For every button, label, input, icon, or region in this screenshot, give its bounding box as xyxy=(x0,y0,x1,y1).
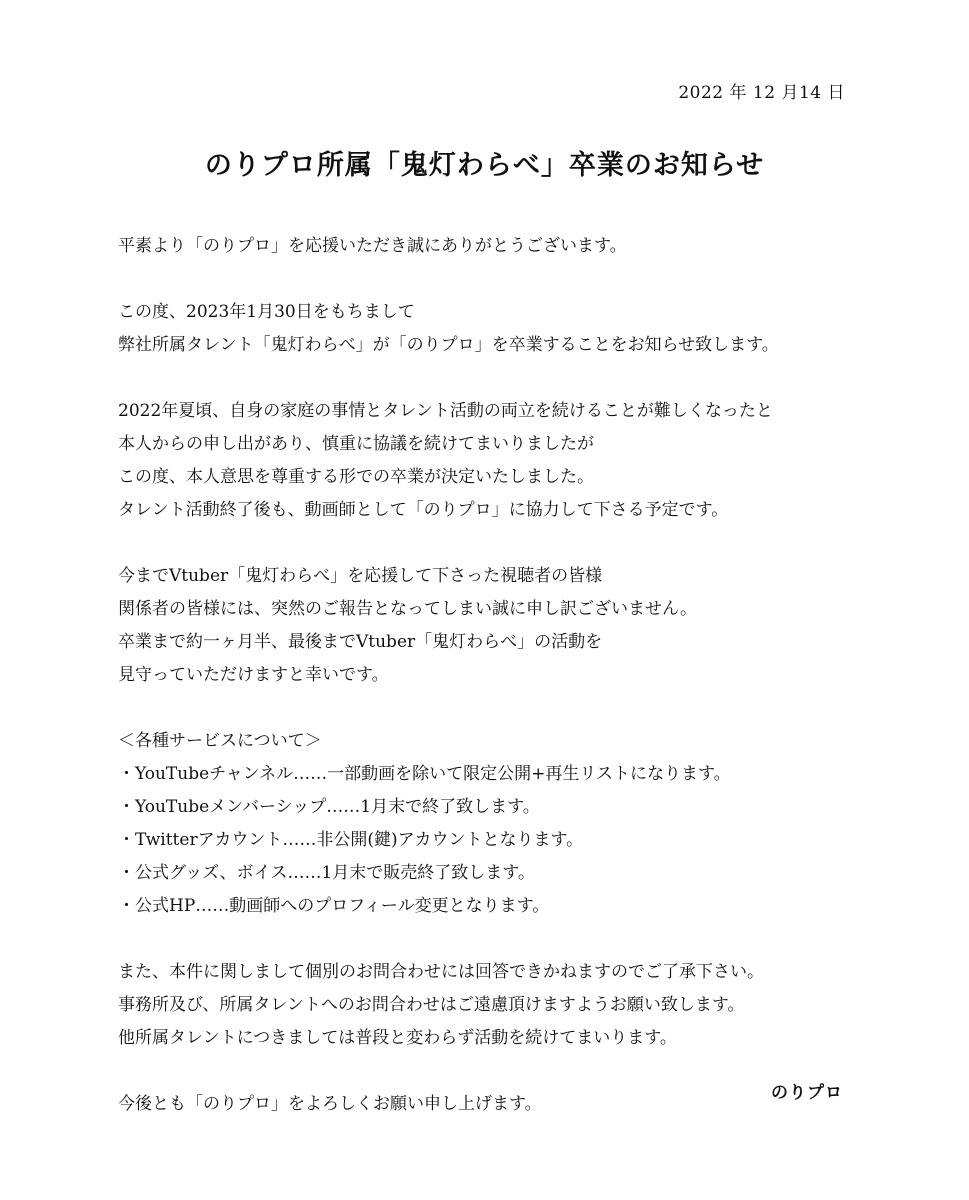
service-item: ・Twitterアカウント……非公開(鍵)アカウントとなります。 xyxy=(118,830,584,850)
text-line: 見守っていただけますと幸いです。 xyxy=(118,665,389,685)
services-section xyxy=(118,725,858,923)
apology-paragraph xyxy=(118,560,858,692)
text-line: また、本件に関しまして個別のお問合わせには回答できかねますのでご了承下さい。 xyxy=(118,962,764,982)
service-item: ・公式HP……動画師へのプロフィール変更となります。 xyxy=(118,896,550,916)
text-line: 関係者の皆様には、突然のご報告となってしまい誠に申し訳ございません。 xyxy=(118,599,698,619)
closing-paragraph xyxy=(118,1088,858,1121)
service-item: ・YouTubeメンバーシップ……1月末で終了致します。 xyxy=(118,797,540,817)
text-line: 事務所及び、所属タレントへのお問合わせはご遠慮頂けますようお願い致します。 xyxy=(118,995,745,1015)
text-line: この度、2023年1月30日をもちまして xyxy=(118,302,415,322)
service-item: ・YouTubeチャンネル……一部動画を除いて限定公開+再生リストになります。 xyxy=(118,764,731,784)
text-line: 2022年夏頃、自身の家庭の事情とタレント活動の両立を続けることが難しくなったと xyxy=(118,401,773,421)
text-line: 弊社所属タレント「鬼灯わらべ」が「のりプロ」を卒業することをお知らせ致します。 xyxy=(118,335,779,355)
text-line: この度、本人意思を尊重する形での卒業が決定いたしました。 xyxy=(118,467,594,487)
text-line: 平素より「のりプロ」を応援いただき誠にありがとうございます。 xyxy=(118,236,627,256)
greeting-paragraph xyxy=(118,230,858,263)
document-date: 2022 年 12 月14 日 xyxy=(678,83,845,103)
reason-paragraph xyxy=(118,395,858,527)
inquiry-paragraph xyxy=(118,956,858,1055)
text-line: タレント活動終了後も、動画師として「のりプロ」に協力して下さる予定です。 xyxy=(118,500,729,520)
document-title: のりプロ所属「鬼灯わらべ」卒業のお知らせ xyxy=(204,150,765,181)
services-heading: ＜各種サービスについて＞ xyxy=(118,731,322,751)
text-line: 本人からの申し出があり、慎重に協議を続けてまいりましたが xyxy=(118,434,594,454)
announcement-paragraph xyxy=(118,296,858,362)
text-line: 他所属タレントにつきましては普段と変わらず活動を続けてまいります。 xyxy=(118,1028,677,1048)
text-line: 卒業まで約一ヶ月半、最後までVtuber「鬼灯わらべ」の活動を xyxy=(118,632,603,652)
service-item: ・公式グッズ、ボイス……1月末で販売終了致します。 xyxy=(118,863,535,883)
text-line: 今までVtuber「鬼灯わらべ」を応援して下さった視聴者の皆様 xyxy=(118,566,603,586)
signature: のりプロ xyxy=(771,1083,843,1103)
document-body xyxy=(118,230,858,1154)
text-line: 今後とも「のりプロ」をよろしくお願い申し上げます。 xyxy=(118,1094,542,1114)
